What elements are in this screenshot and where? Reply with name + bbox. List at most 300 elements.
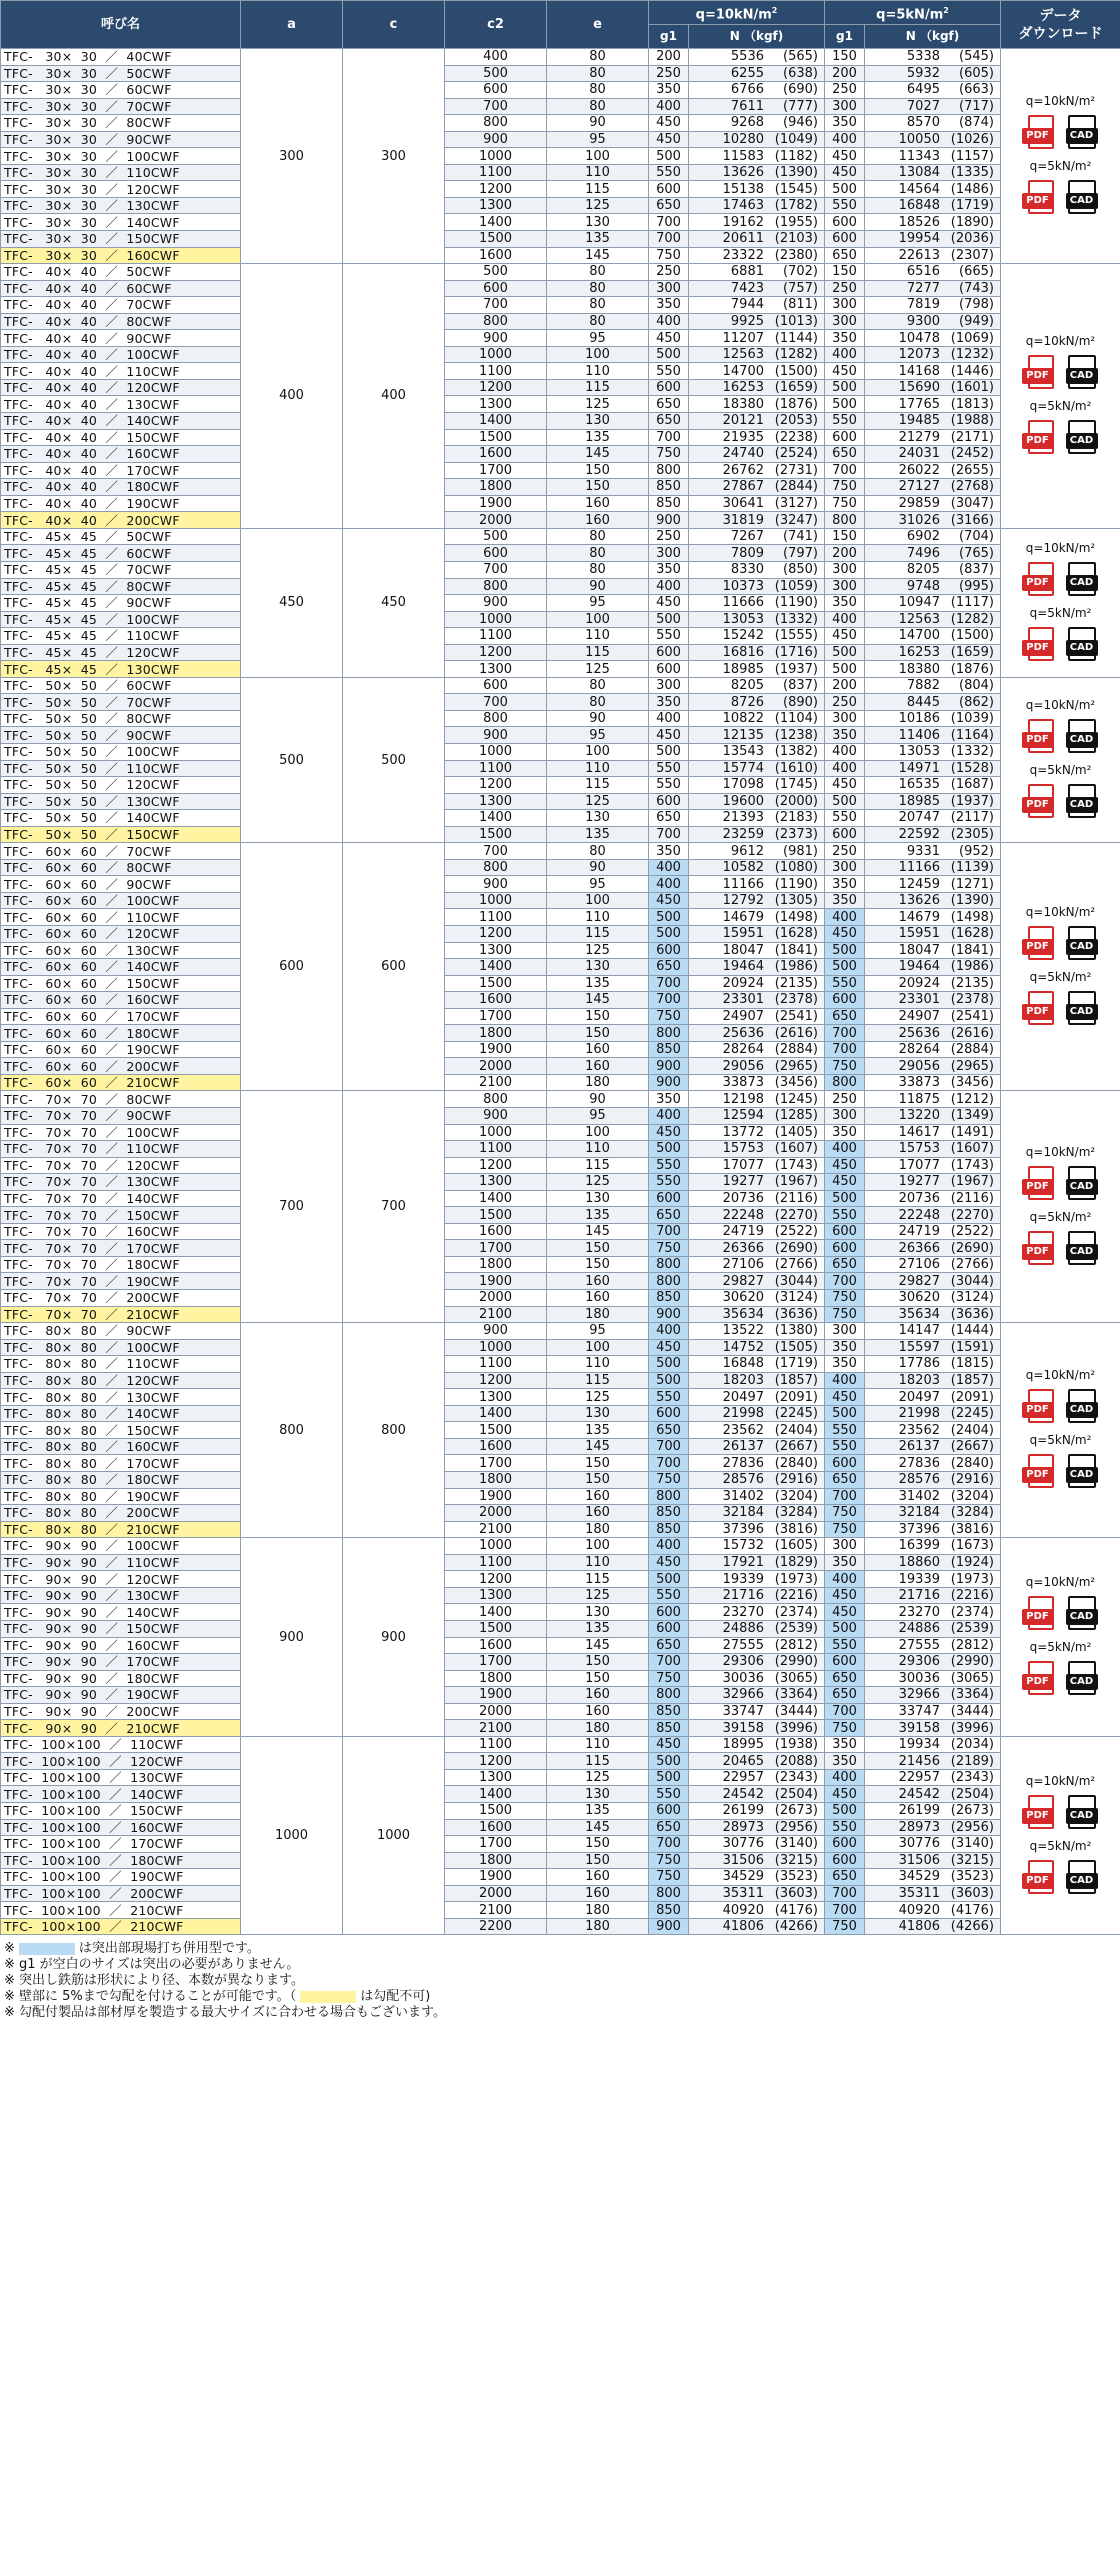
q5-n [865,528,1001,545]
download-label-q10: q=10kN/m² [1025,94,1096,109]
pdf-label: PDF [1022,640,1054,656]
dim-a: 600 [241,843,343,1091]
q10-n-kgf: (1285) [774,1108,818,1124]
q10-g1: 800 [649,1273,689,1290]
table-row [1,1124,1120,1141]
name-prefix: TFC- 80× 80 ／ [4,1339,127,1355]
q5-n-kgf: (2768) [950,479,994,495]
q10-n [689,1753,825,1770]
pdf-download-icon[interactable] [1022,926,1058,964]
product-name [1,413,241,430]
q10-n-kgf: (2731) [774,462,818,478]
name-prefix: TFC- 30× 30 ／ [4,247,127,263]
name-suffix: 150CWF [126,1207,180,1223]
q10-n-kgf: (3816) [774,1521,818,1537]
header-name: 呼び名 [1,1,241,49]
dim-c2: 1300 [445,1587,547,1604]
q5-n-value: 23270 [898,1604,940,1620]
q10-n-kgf: (1955) [774,214,818,230]
q10-g1: 600 [649,1620,689,1637]
q5-n [865,1488,1001,1505]
q5-n-kgf: (2884) [950,1042,994,1058]
q10-g1: 800 [649,1885,689,1902]
q5-n-kgf: (2956) [950,1819,994,1835]
dim-e: 115 [547,379,649,396]
dim-a: 800 [241,1323,343,1538]
q5-n-kgf: (1841) [950,942,994,958]
q10-n-kgf: (2245) [774,1406,818,1422]
dim-e: 160 [547,1703,649,1720]
pdf-download-icon[interactable] [1022,1860,1058,1898]
cad-download-icon[interactable] [1064,719,1100,757]
name-suffix: 200CWF [126,512,180,528]
product-name [1,1736,241,1753]
q5-n [865,98,1001,115]
cad-download-icon[interactable] [1064,1661,1100,1699]
q10-n-kgf: (3996) [774,1720,818,1736]
table-row [1,429,1120,446]
q10-n-value: 14752 [722,1339,764,1355]
q10-n [689,892,825,909]
cad-download-icon[interactable] [1064,1454,1100,1492]
download-icons-q10 [1022,1166,1100,1204]
cad-download-icon[interactable] [1064,784,1100,822]
q10-n [689,595,825,612]
q5-n [865,197,1001,214]
product-name [1,1637,241,1654]
pdf-download-icon[interactable] [1022,355,1058,393]
cad-download-icon[interactable] [1064,115,1100,153]
q5-n-value: 6902 [906,529,940,545]
cad-label: CAD [1066,128,1098,144]
q5-g1: 450 [825,148,865,165]
name-prefix: TFC- 60× 60 ／ [4,1042,127,1058]
name-suffix: 200CWF [126,1703,180,1719]
q10-n [689,1290,825,1307]
name-suffix: 180CWF [126,1670,180,1686]
dim-e: 95 [547,131,649,148]
q5-g1: 450 [825,1389,865,1406]
q5-n-kgf: (1390) [950,893,994,909]
dim-c2: 1300 [445,197,547,214]
name-prefix: TFC- 70× 70 ／ [4,1224,127,1240]
pdf-download-icon[interactable] [1022,420,1058,458]
dim-e: 150 [547,1852,649,1869]
dim-e: 160 [547,1041,649,1058]
dim-c2: 700 [445,843,547,860]
q5-g1: 750 [825,495,865,512]
q5-n-kgf: (1687) [950,777,994,793]
cad-download-icon[interactable] [1064,991,1100,1029]
dim-e: 150 [547,479,649,496]
q10-n-value: 16848 [722,1356,764,1372]
product-name [1,346,241,363]
q10-n [689,429,825,446]
q10-n-value: 23270 [722,1604,764,1620]
q10-g1: 450 [649,595,689,612]
product-name [1,462,241,479]
q5-n-kgf: (2504) [950,1786,994,1802]
q10-n [689,677,825,694]
cad-label: CAD [1066,575,1098,591]
q10-g1: 700 [649,1455,689,1472]
q10-g1: 300 [649,545,689,562]
pdf-download-icon[interactable] [1022,1231,1058,1269]
q5-n-value: 5932 [906,65,940,81]
pdf-download-icon[interactable] [1022,1166,1058,1204]
name-prefix: TFC- 60× 60 ／ [4,1075,127,1091]
product-name [1,1256,241,1273]
q10-n-value: 6881 [730,264,764,280]
q5-g1: 750 [825,1290,865,1307]
q10-n-kgf: (1545) [774,181,818,197]
q10-g1: 500 [649,1769,689,1786]
q10-n-value: 30641 [722,496,764,512]
q5-n-kgf: (2541) [950,1008,994,1024]
q5-n [865,1869,1001,1886]
dim-e: 125 [547,197,649,214]
name-prefix: TFC- 90× 90 ／ [4,1703,127,1719]
cad-download-icon[interactable] [1064,1166,1100,1204]
name-prefix: TFC- 60× 60 ／ [4,843,127,859]
q10-g1: 700 [649,1836,689,1853]
q5-n [865,65,1001,82]
q5-n-kgf: (2343) [950,1770,994,1786]
q10-n [689,959,825,976]
name-suffix: 150CWF [126,1422,180,1438]
q10-n-kgf: (1937) [774,661,818,677]
name-suffix: 100CWF [126,1538,180,1554]
q5-n [865,1438,1001,1455]
product-name [1,148,241,165]
dim-c: 400 [343,264,445,529]
q5-n-value: 28264 [898,1042,940,1058]
cad-download-icon[interactable] [1064,562,1100,600]
pdf-label: PDF [1022,732,1054,748]
q10-n-value: 21716 [722,1588,764,1604]
product-name [1,1819,241,1836]
q5-n-value: 26022 [898,462,940,478]
q10-n-value: 26137 [722,1439,764,1455]
q10-n-kgf: (3636) [774,1306,818,1322]
q10-g1: 750 [649,446,689,463]
pdf-download-icon[interactable] [1022,1454,1058,1492]
dim-c2: 1600 [445,1819,547,1836]
q5-n-value: 6495 [906,82,940,98]
q5-g1: 300 [825,297,865,314]
q10-g1: 450 [649,1554,689,1571]
q5-n [865,462,1001,479]
q10-n-kgf: (1659) [774,380,818,396]
product-name [1,1488,241,1505]
yellow-swatch [300,1991,356,2003]
product-name [1,909,241,926]
q10-n-kgf: (2183) [774,810,818,826]
name-suffix: 190CWF [126,1488,180,1504]
dim-c2: 1600 [445,1438,547,1455]
q5-n [865,1223,1001,1240]
name-prefix: TFC- 70× 70 ／ [4,1108,127,1124]
table-row [1,925,1120,942]
q10-n-value: 11207 [722,330,764,346]
dim-c2: 1200 [445,1157,547,1174]
q10-n-kgf: (2238) [774,429,818,445]
q10-g1: 450 [649,330,689,347]
name-prefix: TFC- 80× 80 ／ [4,1472,127,1488]
q5-n-value: 17077 [898,1157,940,1173]
q10-n-value: 33747 [722,1703,764,1719]
name-prefix: TFC- 90× 90 ／ [4,1538,127,1554]
q10-n [689,777,825,794]
dim-e: 95 [547,727,649,744]
q5-n-kgf: (2539) [950,1621,994,1637]
q5-n [865,578,1001,595]
q5-n [865,561,1001,578]
name-suffix: 180CWF [130,1852,184,1868]
name-prefix: TFC- 45× 45 ／ [4,529,127,545]
name-suffix: 190CWF [126,1042,180,1058]
q10-n-kgf: (2956) [774,1819,818,1835]
name-suffix: 150CWF [126,1621,180,1637]
name-prefix: TFC- 40× 40 ／ [4,264,127,280]
dim-c2: 1000 [445,611,547,628]
name-prefix: TFC- 100×100 ／ [4,1902,131,1918]
pdf-download-icon[interactable] [1022,627,1058,665]
q5-n-value: 19954 [898,231,940,247]
q10-n-kgf: (1973) [774,1571,818,1587]
q10-n-value: 22248 [722,1207,764,1223]
q5-g1: 350 [825,1554,865,1571]
q5-n [865,479,1001,496]
q5-n [865,247,1001,264]
dim-c2: 2100 [445,1720,547,1737]
dim-c2: 1000 [445,1124,547,1141]
q5-g1: 750 [825,1058,865,1075]
q10-n-value: 15138 [722,181,764,197]
cad-download-icon[interactable] [1064,1860,1100,1898]
name-suffix: 100CWF [126,148,180,164]
q10-n-kgf: (1380) [774,1323,818,1339]
name-suffix: 200CWF [126,1290,180,1306]
dim-c2: 1100 [445,628,547,645]
q5-n-kgf: (2452) [950,446,994,462]
q10-g1: 700 [649,231,689,248]
download-cell [1001,264,1120,529]
dim-e: 160 [547,1273,649,1290]
product-name [1,1339,241,1356]
dim-c2: 1700 [445,1240,547,1257]
name-prefix: TFC- 40× 40 ／ [4,347,127,363]
q5-n [865,1174,1001,1191]
product-name [1,1207,241,1224]
q5-g1: 300 [825,98,865,115]
q5-n-value: 27836 [898,1455,940,1471]
cad-download-icon[interactable] [1064,1795,1100,1833]
name-suffix: 170CWF [126,1240,180,1256]
cad-download-icon[interactable] [1064,1231,1100,1269]
q10-g1: 400 [649,710,689,727]
name-prefix: TFC- 100×100 ／ [4,1819,131,1835]
name-prefix: TFC- 90× 90 ／ [4,1621,127,1637]
q5-n [865,446,1001,463]
dim-e: 145 [547,446,649,463]
dim-e: 80 [547,82,649,99]
q10-g1: 550 [649,1174,689,1191]
dim-c2: 900 [445,727,547,744]
name-suffix: 50CWF [126,65,172,81]
table-row [1,561,1120,578]
q10-n-value: 28264 [722,1042,764,1058]
cad-download-icon[interactable] [1064,627,1100,665]
dim-c2: 1300 [445,942,547,959]
dim-c2: 600 [445,677,547,694]
pdf-download-icon[interactable] [1022,562,1058,600]
pdf-download-icon[interactable] [1022,784,1058,822]
table-row [1,760,1120,777]
q10-n [689,1505,825,1522]
q5-n-kgf: (2034) [950,1737,994,1753]
q5-g1: 550 [825,810,865,827]
download-icons-q10 [1022,355,1100,393]
table-row [1,49,1120,66]
q10-n [689,876,825,893]
q10-g1: 400 [649,876,689,893]
cad-download-icon[interactable] [1064,355,1100,393]
q5-n-value: 12563 [898,611,940,627]
dim-e: 150 [547,462,649,479]
name-prefix: TFC- 90× 90 ／ [4,1555,127,1571]
q10-n-kgf: (3204) [774,1488,818,1504]
table-row [1,1174,1120,1191]
product-name [1,628,241,645]
cad-download-icon[interactable] [1064,180,1100,218]
q5-n-kgf: (1139) [950,860,994,876]
q10-n [689,1654,825,1671]
name-suffix: 150CWF [126,429,180,445]
dim-e: 145 [547,247,649,264]
q5-g1: 600 [825,1852,865,1869]
pdf-label: PDF [1022,1244,1054,1260]
q5-n-kgf: (1446) [950,363,994,379]
q5-n [865,611,1001,628]
table-row [1,959,1120,976]
cad-download-icon[interactable] [1064,1389,1100,1427]
q5-n-kgf: (2673) [950,1803,994,1819]
cad-download-icon[interactable] [1064,420,1100,458]
name-prefix: TFC- 30× 30 ／ [4,214,127,230]
cad-download-icon[interactable] [1064,1596,1100,1634]
name-prefix: TFC- 60× 60 ／ [4,975,127,991]
name-suffix: 180CWF [126,1472,180,1488]
pdf-download-icon[interactable] [1022,180,1058,218]
product-name [1,1902,241,1919]
q10-g1: 450 [649,727,689,744]
q10-n-value: 19277 [722,1174,764,1190]
product-name [1,727,241,744]
q10-n-value: 11583 [722,148,764,164]
q10-n-value: 23562 [722,1422,764,1438]
product-name [1,1058,241,1075]
blue-swatch [19,1943,75,1955]
dim-c2: 2100 [445,1521,547,1538]
product-name [1,1852,241,1869]
q10-g1: 800 [649,1025,689,1042]
q10-n [689,1554,825,1571]
name-prefix: TFC- 90× 90 ／ [4,1637,127,1653]
dim-e: 180 [547,1918,649,1935]
table-row [1,1008,1120,1025]
name-suffix: 80CWF [126,860,172,876]
pdf-download-icon[interactable] [1022,1661,1058,1699]
product-name [1,859,241,876]
q10-n-value: 10373 [722,578,764,594]
dim-e: 125 [547,661,649,678]
product-name [1,1223,241,1240]
name-prefix: TFC- 100×100 ／ [4,1770,131,1786]
q5-g1: 500 [825,942,865,959]
pdf-download-icon[interactable] [1022,115,1058,153]
q5-n [865,1124,1001,1141]
name-prefix: TFC- 80× 80 ／ [4,1521,127,1537]
product-name [1,98,241,115]
name-prefix: TFC- 70× 70 ／ [4,1091,127,1107]
name-suffix: 150CWF [126,826,180,842]
product-name [1,164,241,181]
q5-n [865,925,1001,942]
q5-n-value: 10050 [898,132,940,147]
dim-e: 125 [547,1769,649,1786]
product-name [1,446,241,463]
q10-n-kgf: (2216) [774,1588,818,1604]
q5-g1: 650 [825,1472,865,1489]
q5-g1: 450 [825,628,865,645]
pdf-download-icon[interactable] [1022,991,1058,1029]
product-name [1,214,241,231]
q10-n-kgf: (3124) [774,1290,818,1306]
cad-download-icon[interactable] [1064,926,1100,964]
q5-g1: 450 [825,1604,865,1621]
product-name [1,677,241,694]
table-row [1,346,1120,363]
dim-c2: 1100 [445,1736,547,1753]
q10-n-value: 9268 [730,115,764,131]
name-prefix: TFC- 30× 30 ／ [4,98,127,114]
q5-g1: 600 [825,1223,865,1240]
dim-c2: 1300 [445,793,547,810]
q10-g1: 400 [649,313,689,330]
q5-n [865,1339,1001,1356]
q10-n-kgf: (565) [783,49,818,65]
q5-n-kgf: (2036) [950,231,994,247]
q10-g1: 400 [649,1538,689,1555]
q5-n [865,1521,1001,1538]
pdf-download-icon[interactable] [1022,1596,1058,1634]
q5-n [865,214,1001,231]
cad-label: CAD [1066,193,1098,209]
q10-n-value: 28576 [722,1472,764,1488]
dim-c2: 400 [445,49,547,66]
dim-c2: 1100 [445,1554,547,1571]
pdf-download-icon[interactable] [1022,719,1058,757]
q10-n-kgf: (1500) [774,363,818,379]
q10-n-kgf: (2522) [774,1224,818,1240]
pdf-download-icon[interactable] [1022,1389,1058,1427]
q5-n-kgf: (2616) [950,1025,994,1041]
q5-g1: 500 [825,181,865,198]
name-prefix: TFC- 60× 60 ／ [4,1025,127,1041]
pdf-download-icon[interactable] [1022,1795,1058,1833]
product-name [1,1041,241,1058]
